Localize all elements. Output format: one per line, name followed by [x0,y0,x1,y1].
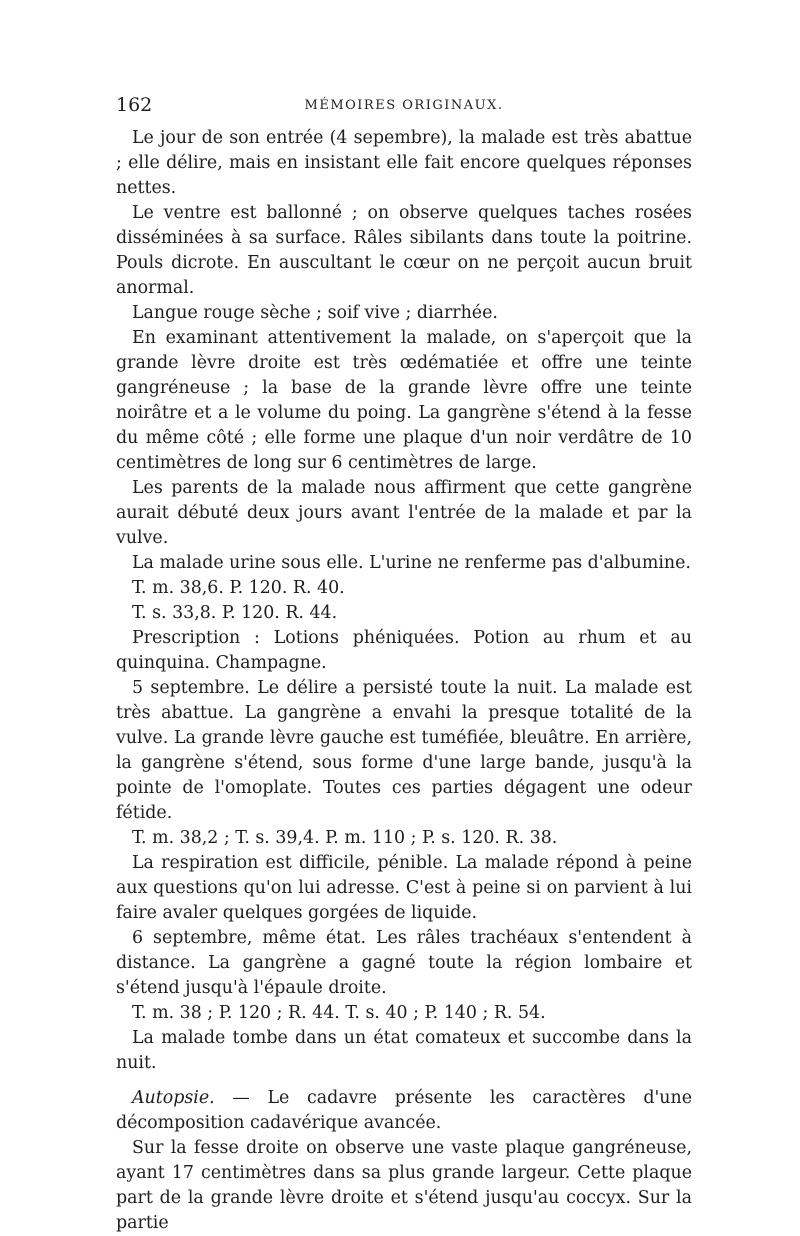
paragraph-vitals-4: T. m. 38 ; P. 120 ; R. 44. T. s. 40 ; P. 140 ; R. 54. [132,1003,546,1023]
paragraph-death: La malade tombe dans un état comateux et succombe dans la nuit. [116,1028,692,1073]
page-header [116,86,692,126]
paragraph-vitals-3: T. m. 38,2 ; T. s. 39,4. P. m. 110 ; P. s. 120. R. 38. [132,828,558,848]
paragraph-prescription: Prescription : Lotions phéniquées. Potion au rhum et au quinquina. Champagne. [116,628,692,673]
paragraph-sept-6: 6 septembre, même état. Les râles trachéaux s'entendent à distance. La gangrène a gagné toute la région lombaire et s'étend jusqu'à l'épaule droite. [116,928,692,998]
paragraph-tongue: Langue rouge sèche ; soif vive ; diarrhée. [132,303,498,323]
body-text [116,126,692,1236]
paragraph-gangrene-plaque: Sur la fesse droite on observe une vaste plaque gangréneuse, ayant 17 centimètres dans sa plus grande largeur. Cette plaque part de la grande lèvre droite et s'étend jusqu'au coccyx. Sur la partie [116,1138,692,1233]
paragraph-vitals-1: T. m. 38,6. P. 120. R. 40. [132,578,345,598]
autopsy-dash: — [214,1088,268,1108]
autopsy-text: Le cadavre présente les caractères d'une décomposition cadavérique avancée. [116,1088,692,1133]
paragraph-urine: La malade urine sous elle. L'urine ne renferme pas d'albumine. [132,553,691,573]
running-head: MÉMOIRES ORIGINAUX. [304,98,504,113]
paragraph-examination: En examinant attentivement la malade, on s'aperçoit que la grande lèvre droite est très œdématiée et offre une teinte gangréneuse ; la base de la grande lèvre offre une teinte noirâtre et a le volume du poing. La gangrène s'étend à la fesse du même côté ; elle forme une plaque d'un noir verdâtre de 10 centimètres de long sur 6 centimètres de large. [116,328,692,473]
paragraph-vitals-2: T. s. 33,8. P. 120. R. 44. [132,603,338,623]
autopsy-label: Autopsie. [132,1088,215,1108]
paragraph-autopsy [116,1086,692,1136]
paragraph-respiration: La respiration est difficile, pénible. La malade répond à peine aux questions qu'on lui adresse. C'est à peine si on parvient à lui faire avaler quelques gorgées de liquide. [116,853,692,923]
paragraph-parents: Les parents de la malade nous affirment que cette gangrène aurait débuté deux jours avant l'entrée de la malade et par la vulve. [116,478,692,548]
paragraph-abdomen: Le ventre est ballonné ; on observe quelques taches rosées disséminées à sa surface. Râles sibilants dans toute la poitrine. Pouls dicrote. En auscultant le cœur on ne perçoit aucun bruit anormal. [116,203,692,298]
paragraph-sept-5: 5 septembre. Le délire a persisté toute la nuit. La malade est très abattue. La gangrène a envahi la presque totalité de la vulve. La grande lèvre gauche est tuméfiée, bleuâtre. En arrière, la gangrène s'étend, sous forme d'une large bande, jusqu'à la pointe de l'omoplate. Toutes ces parties dégagent une odeur fétide. [116,678,692,823]
paragraph-admission: Le jour de son entrée (4 sepembre), la malade est très abattue ; elle délire, mais en insistant elle fait encore quelques réponses nettes. [116,128,692,198]
page-number: 162 [116,94,153,116]
